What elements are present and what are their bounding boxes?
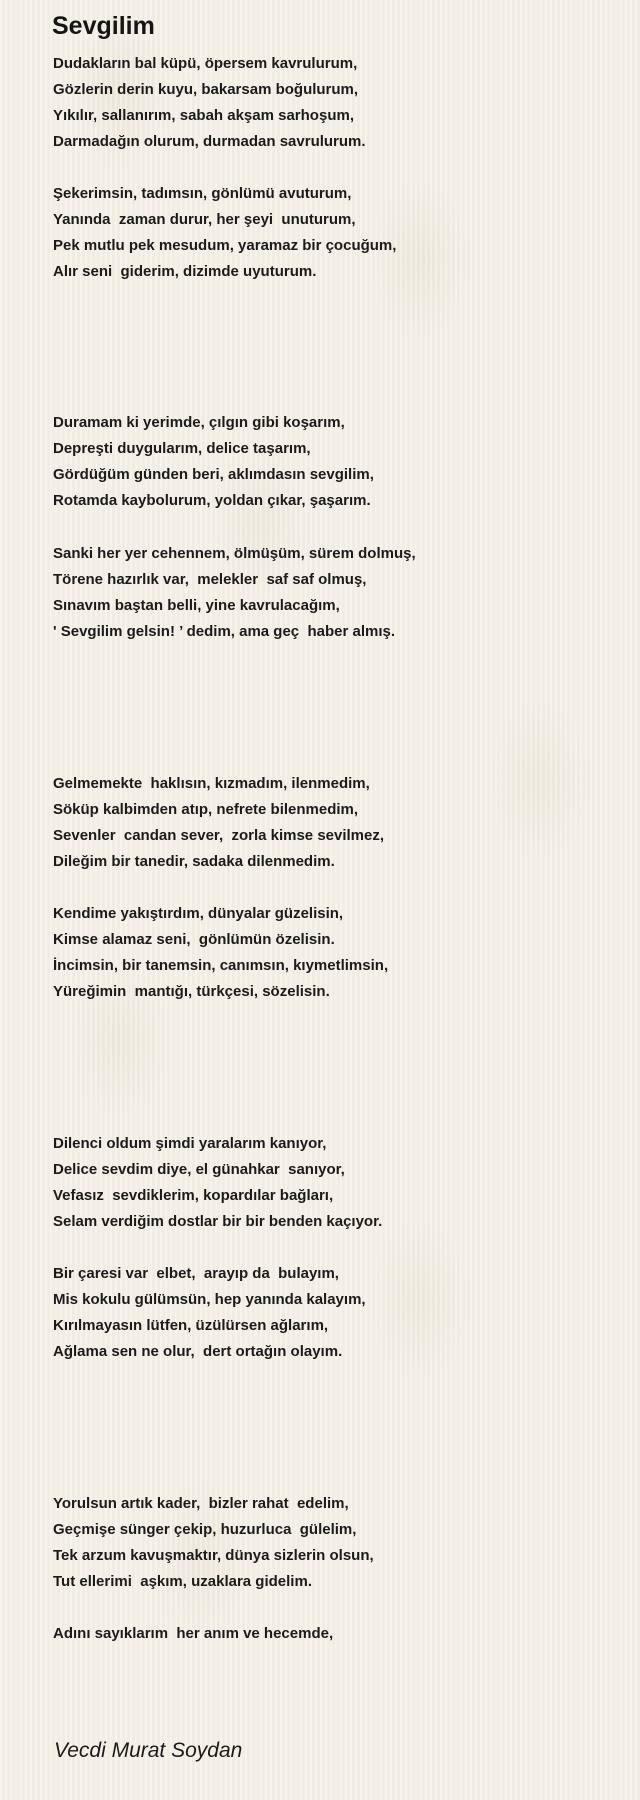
poem-line: Delice sevdim diye, el günahkar sanıyor, [53,1161,345,1178]
poem-line: Darmadağın olurum, durmadan savrulurum. [53,133,366,150]
poem-line: Kimse alamaz seni, gönlümün özelisin. [53,931,335,948]
poem-line: Kendime yakıştırdım, dünyalar güzelisin, [53,905,344,922]
stanza-7 [53,1131,382,1235]
poem-line: Sınavım baştan belli, yine kavrulacağım, [53,597,340,614]
stanza-3 [53,410,374,514]
poem-line: Vefasız sevdiklerim, kopardılar bağları, [53,1187,334,1204]
stanza-6 [53,901,388,1005]
poem-line: Adını sayıklarım her anım ve hecemde, [53,1625,334,1642]
poem-line: Tut ellerimi aşkım, uzaklara gidelim. [53,1573,312,1590]
poem-line: Mis kokulu gülümsün, hep yanında kalayım, [53,1291,366,1308]
poem-line: Sanki her yer cehennem, ölmüşüm, sürem dolmuş, [53,545,416,562]
poem-line: Şekerimsin, tadımsın, gönlümü avuturum, [53,185,352,202]
poem-line: Dudakların bal küpü, öpersem kavrulurum, [53,55,358,72]
stanza-1 [53,51,366,155]
poem-line: Törene hazırlık var, melekler saf saf olmuş, [53,571,367,588]
poem-line: Pek mutlu pek mesudum, yaramaz bir çocuğum, [53,237,397,254]
poem-line: Ağlama sen ne olur, dert ortağın olayım. [53,1343,343,1360]
stanza-8 [53,1261,366,1365]
stanza-5 [53,771,384,875]
poem-line: Söküp kalbimden atıp, nefrete bilenmedim, [53,801,359,818]
poem-line: Gelmemekte haklısın, kızmadım, ilenmedim, [53,775,370,792]
stanza-2 [53,181,396,285]
poem-line: Sevenler candan sever, zorla kimse sevilmez, [53,827,385,844]
poem-line: Rotamda kaybolurum, yoldan çıkar, şaşarım. [53,492,371,509]
poem-line: Dileğim bir tanedir, sadaka dilenmedim. [53,853,335,870]
poem-line: Gözlerin derin kuyu, bakarsam boğulurum, [53,81,359,98]
poem-title: Sevgilim [52,12,155,40]
stanza-10 [53,1621,333,1647]
stanza-9 [53,1491,374,1595]
poem-line: Yanında zaman durur, her şeyi unuturum, [53,211,356,228]
poem-line: Duramam ki yerimde, çılgın gibi koşarım, [53,414,345,431]
poem-line: Yıkılır, sallanırım, sabah akşam sarhoşum, [53,107,354,124]
poem-line: Tek arzum kavuşmaktır, dünya sizlerin olsun, [53,1547,374,1564]
poem-line: Kırılmayasın lütfen, üzülürsen ağlarım, [53,1317,329,1334]
stanza-4 [53,541,416,645]
poem-line: Gördüğüm günden beri, aklımdasın sevgilim, [53,466,374,483]
author-name: Vecdi Murat Soydan [54,1739,243,1762]
poem-line: Dilenci oldum şimdi yaralarım kanıyor, [53,1135,327,1152]
poem-line: Depreşti duygularım, delice taşarım, [53,440,311,457]
poem-line: Selam verdiğim dostlar bir bir benden kaçıyor. [53,1213,383,1230]
poem-line: İncimsin, bir tanemsin, canımsın, kıymetlimsin, [53,957,389,974]
poem-line: Yorulsun artık kader, bizler rahat edelim, [53,1495,349,1512]
poem-line: Alır seni giderim, dizimde uyuturum. [53,263,317,280]
poem-line: ' Sevgilim gelsin! ’ dedim, ama geç haber almış. [53,623,396,640]
poem-line: Yüreğimin mantığı, türkçesi, sözelisin. [53,983,330,1000]
poem-line: Bir çaresi var elbet, arayıp da bulayım, [53,1265,339,1282]
poem-line: Geçmişe sünger çekip, huzurluca gülelim, [53,1521,357,1538]
